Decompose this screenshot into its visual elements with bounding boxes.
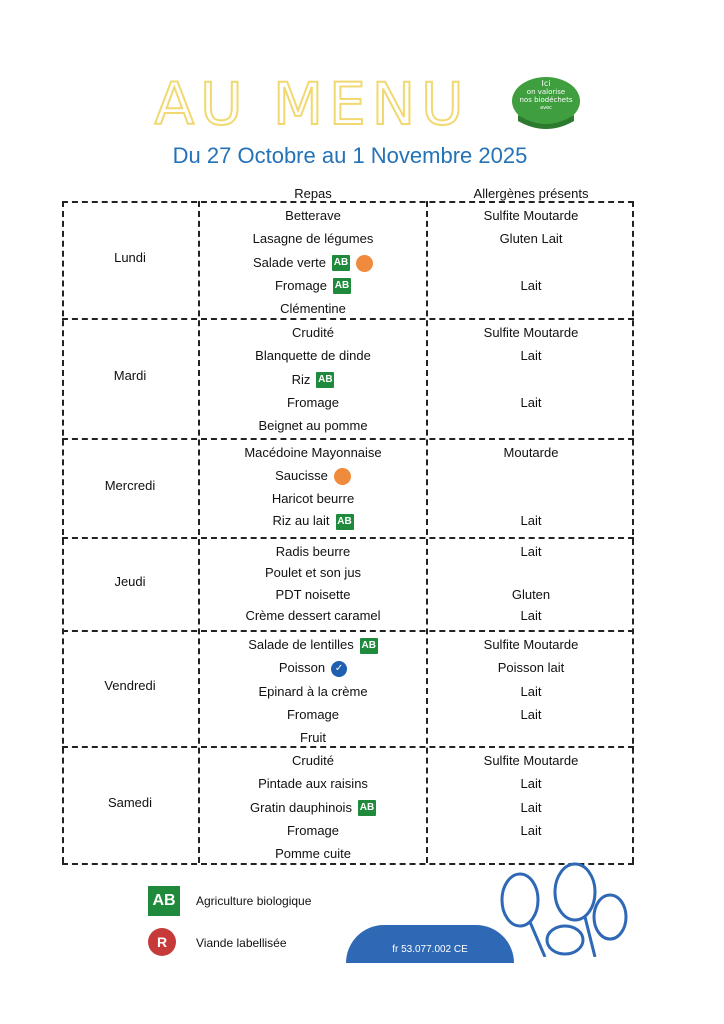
day-name: Jeudi	[114, 573, 146, 589]
column-divider	[62, 201, 64, 863]
legend-bio	[148, 886, 312, 916]
meal-item	[200, 752, 426, 770]
allergen-text: Poisson lait	[497, 660, 565, 676]
meal-item	[200, 683, 426, 701]
meal-item	[200, 636, 426, 654]
column-repas: Repas	[294, 186, 332, 201]
badge-line-2: on valorise	[526, 88, 566, 96]
meal-label: Betterave	[285, 208, 341, 223]
allergen-text: Lait	[520, 348, 542, 364]
column-divider	[426, 201, 428, 863]
meal-item	[200, 799, 426, 817]
legend-label	[148, 928, 287, 956]
badge-line-3: nos biodéchets	[519, 96, 573, 104]
meal-label: Macédoine Mayonnaise	[244, 445, 382, 460]
meal-item	[200, 822, 426, 840]
allergen-text: Lait	[520, 776, 542, 792]
badge-line-1: Ici	[541, 79, 551, 88]
meal-label: Gratin dauphinois	[250, 799, 352, 815]
section-divider	[62, 201, 634, 203]
allergen-text: Lait	[520, 607, 542, 623]
meal-item	[200, 659, 426, 677]
meal-label: Fruit	[300, 730, 326, 746]
date-range: Du 27 Octobre au 1 Novembre 2025	[172, 143, 528, 168]
meal-label: Radis beurre	[275, 544, 351, 559]
meal-item	[200, 254, 426, 272]
legend-label-text: Viande labellisée	[196, 936, 287, 950]
meal-label: Salade verte	[253, 254, 326, 270]
allergen-text: Lait	[520, 544, 542, 559]
meal-item	[200, 347, 426, 365]
day-name: Samedi	[107, 794, 153, 810]
meal-label: Fromage	[286, 394, 340, 410]
allergen-text: Lait	[520, 683, 542, 699]
meal-item	[200, 417, 426, 435]
badge-line-4: avec	[540, 105, 552, 111]
allergen-text: Moutarde	[503, 445, 559, 460]
meal-item	[200, 207, 426, 225]
legend-bio-text: Agriculture biologique	[196, 894, 312, 908]
meal-item	[200, 845, 426, 863]
allergen-text: Sulfite Moutarde	[483, 637, 579, 652]
day-name: Mardi	[113, 368, 147, 383]
meal-item	[200, 394, 426, 412]
allergen-text: Lait	[520, 706, 542, 722]
meal-label: Pintade aux raisins	[258, 776, 368, 792]
meal-item	[200, 775, 426, 793]
meal-item	[200, 490, 426, 508]
meal-label: Fromage	[274, 277, 328, 293]
allergen-text: Sulfite Moutarde	[483, 753, 579, 768]
meal-item	[200, 324, 426, 342]
bio-logo-icon: AB	[332, 255, 350, 271]
meal-label: Fromage	[286, 706, 340, 722]
meal-item	[200, 467, 426, 485]
meal-item	[200, 706, 426, 724]
label-rouge-icon: R	[148, 928, 176, 956]
meal-label: Riz	[291, 371, 311, 387]
meal-label: Pomme cuite	[275, 846, 351, 862]
footer-code: fr 53.077.002 CE	[346, 925, 514, 963]
meal-item	[200, 564, 426, 582]
allergen-text: Lait	[520, 394, 542, 410]
allergen-text: Lait	[520, 277, 542, 293]
column-divider	[198, 201, 200, 863]
meal-item	[200, 586, 426, 604]
day-name: Mercredi	[104, 477, 156, 493]
meal-label: Epinard à la crème	[258, 683, 368, 699]
meal-label: Salade de lentilles	[248, 637, 354, 652]
meal-label: Crudité	[292, 753, 334, 768]
meal-label: Haricot beurre	[271, 490, 355, 506]
meal-item	[200, 371, 426, 389]
meal-label: Blanquette de dinde	[255, 348, 371, 364]
meal-label: PDT noisette	[275, 586, 351, 602]
allergen-text: Sulfite Moutarde	[483, 208, 579, 223]
section-divider	[62, 746, 634, 748]
meal-label: Fromage	[286, 822, 340, 838]
bio-logo-icon: AB	[336, 514, 354, 530]
allergen-text: Gluten	[511, 586, 551, 602]
column-divider	[632, 201, 634, 863]
meal-label: Riz au lait	[272, 513, 330, 529]
biodechets-badge	[510, 75, 582, 133]
day-name: Vendredi	[104, 678, 156, 693]
meal-label: Crème dessert caramel	[245, 607, 381, 623]
meal-label: Saucisse	[275, 467, 328, 483]
column-allergenes: Allergènes présents	[473, 186, 589, 201]
msc-fish-icon: ✓	[331, 661, 347, 677]
meal-label: Lasagne de légumes	[252, 231, 374, 247]
bio-logo-icon: AB	[148, 886, 180, 916]
page-title: AU MENU	[154, 70, 470, 138]
section-divider	[62, 537, 634, 539]
meal-item	[200, 277, 426, 295]
meal-item	[200, 444, 426, 462]
label-rouge-dot-icon	[356, 255, 373, 272]
meal-item	[200, 512, 426, 530]
meal-item	[200, 543, 426, 561]
label-rouge-dot-icon	[334, 468, 351, 485]
allergen-text: Gluten Lait	[499, 231, 563, 247]
meal-label: Clémentine	[280, 301, 346, 317]
allergen-text: Lait	[520, 513, 542, 529]
cutlery-illustration-icon	[490, 862, 640, 957]
meal-label: Poulet et son jus	[264, 565, 362, 581]
bio-logo-icon: AB	[333, 278, 351, 294]
meal-label: Crudité	[292, 325, 334, 340]
bio-logo-icon: AB	[358, 800, 376, 816]
section-divider	[62, 318, 634, 320]
meal-label: Beignet au pomme	[258, 418, 368, 434]
meal-item	[200, 607, 426, 625]
day-name: Lundi	[114, 249, 146, 265]
allergen-text: Lait	[520, 822, 542, 838]
allergen-text: Lait	[520, 799, 542, 815]
section-divider	[62, 438, 634, 440]
meal-label: Poisson	[278, 660, 326, 676]
meal-item	[200, 729, 426, 747]
meal-item	[200, 300, 426, 318]
allergen-text: Sulfite Moutarde	[483, 325, 579, 340]
bio-logo-icon: AB	[316, 372, 334, 388]
bio-logo-icon: AB	[360, 638, 378, 654]
section-divider	[62, 630, 634, 632]
meal-item	[200, 230, 426, 248]
